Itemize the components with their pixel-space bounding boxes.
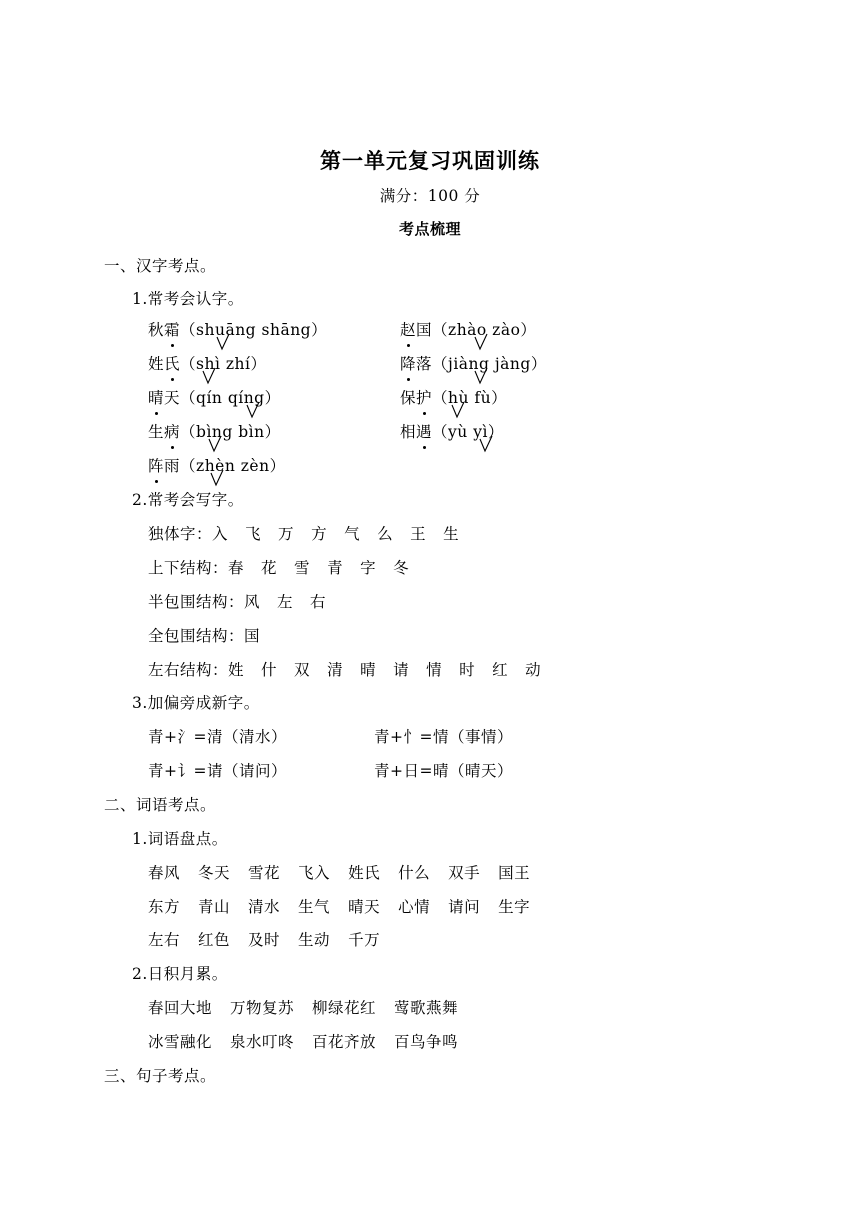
recognize-item: 相遇（yù yì） [400,423,504,441]
section2-sub2: 2.日积月累。 [132,965,228,983]
write-row: 上下结构：春 花 雪 青 字 冬 [148,559,410,577]
section3-heading: 三、句子考点。 [104,1067,217,1085]
recognize-item: 生病（bìng bìn） [148,423,281,441]
radical-item: 青+氵=清（清水） [148,728,287,746]
write-row: 左右结构：姓 什 双 清 晴 请 情 时 红 动 [148,661,542,679]
recognize-item: 姓氏（shì zhí） [148,355,267,373]
recognize-item: 赵国（zhào zào） [400,321,537,339]
section1-sub1: 1.常考会认字。 [132,290,244,308]
word-row: 东方 青山 清水 生气 晴天 心情 请问 生字 [148,898,531,916]
full-score: 满分：100 分 [379,187,481,205]
write-row: 独体字：入 飞 万 方 气 么 王 生 [148,525,460,543]
section2-heading: 二、词语考点。 [104,796,217,814]
word-row: 春风 冬天 雪花 飞入 姓氏 什么 双手 国王 [148,864,531,882]
section1-sub2: 2.常考会写字。 [132,491,244,509]
check-mark-icon [479,435,493,453]
idiom-row: 冰雪融化 泉水叮咚 百花齐放 百鸟争鸣 [148,1033,459,1051]
check-mark-icon [451,401,465,419]
recognize-item: 保护（hù fù） [400,389,508,407]
idiom-row: 春回大地 万物复苏 柳绿花红 莺歌燕舞 [148,999,459,1017]
check-mark-icon [210,469,224,487]
word-row: 左右 红色 及时 生动 千万 [148,931,381,949]
page-title: 第一单元复习巩固训练 [320,148,540,173]
radical-item: 青+忄=情（事情） [374,728,513,746]
check-mark-icon [202,367,216,385]
check-mark-icon [208,435,222,453]
check-mark-icon [474,333,488,351]
write-row: 半包围结构：风 左 右 [148,593,327,611]
radical-item: 青+日=晴（晴天） [374,762,513,780]
subtitle: 考点梳理 [398,220,461,238]
recognize-item: 降落（jiàng jàng） [400,355,547,373]
recognize-item: 阵雨（zhèn zèn） [148,457,286,475]
section1-heading: 一、汉字考点。 [104,257,217,275]
recognize-item: 晴天（qín qíng） [148,389,281,407]
radical-item: 青+讠=请（请问） [148,762,287,780]
check-mark-icon [216,333,230,351]
recognize-item: 秋霜（shuāng shāng） [148,321,328,339]
check-mark-icon [474,367,488,385]
section2-sub1: 1.词语盘点。 [132,830,228,848]
write-row: 全包围结构：国 [148,627,261,645]
section1-sub3: 3.加偏旁成新字。 [132,694,260,712]
check-mark-icon [246,401,260,419]
